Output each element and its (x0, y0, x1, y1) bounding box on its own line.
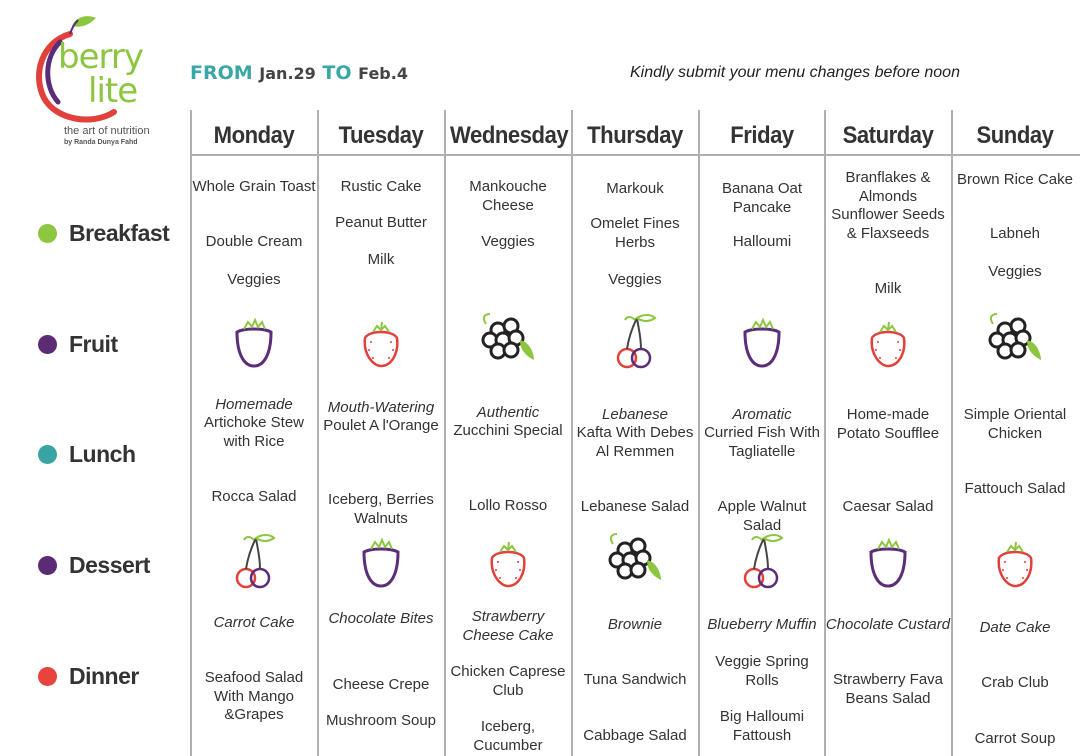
dinner-item-wednesday: Chicken Caprese Club (450, 663, 566, 699)
grapes-icon (985, 310, 1045, 374)
meal-dot-icon (38, 556, 57, 575)
plum-icon (351, 530, 411, 594)
lunch-side-tuesday: Iceberg, Berries Walnuts (328, 491, 434, 527)
breakfast-item-monday: Whole Grain Toast (192, 178, 316, 195)
lunch-side-thursday: Lebanese Salad (580, 498, 690, 515)
dessert-item-thursday: Brownie (607, 616, 663, 633)
lunch-side-friday: Apple Walnut Salad (717, 498, 807, 534)
strawberry-icon (858, 310, 918, 374)
breakfast-item-saturday: Branflakes & Almonds Sunflower Seeds & Flaxseeds (831, 169, 945, 242)
meal-row-lunch (38, 440, 136, 468)
meal-dot-icon (38, 445, 57, 464)
meal-row-dessert (38, 551, 150, 579)
breakfast-item-sunday: Brown Rice Cake (957, 171, 1073, 188)
breakfast-item-thursday: Omelet Fines Herbs (590, 215, 680, 251)
date-range (190, 62, 408, 84)
meal-dot-icon (38, 667, 57, 686)
breakfast-item-tuesday: Rustic Cake (340, 178, 422, 195)
logo-word-berry: berry (58, 37, 143, 77)
breakfast-item-wednesday: Mankouche Cheese (469, 178, 547, 214)
byline: by Randa Dunya Fahd (64, 139, 138, 146)
meal-label: Breakfast (69, 219, 170, 246)
dessert-item-sunday: Date Cake (979, 619, 1051, 636)
dinner-item-thursday: Tuna Sandwich (583, 671, 687, 688)
meal-label: Lunch (69, 440, 136, 467)
lunch-main-sunday: Simple Oriental Chicken (963, 406, 1067, 442)
lunch-descriptor-thursday: Lebanese (602, 406, 668, 423)
plum-icon (732, 310, 792, 374)
day-header-wednesday: Wednesday (450, 122, 569, 149)
dinner-item-monday: Seafood Salad With Mango &Grapes (204, 669, 304, 723)
lunch-main-saturday: Home-made Potato Soufflee (836, 406, 940, 442)
breakfast-item-friday: Halloumi (732, 233, 792, 250)
breakfast-item-tuesday: Peanut Butter (335, 214, 427, 231)
dinner-item-friday: Veggie Spring Rolls (715, 653, 809, 689)
from-date: Jan.29 (259, 64, 316, 83)
dinner-item-tuesday: Mushroom Soup (325, 712, 437, 729)
meal-row-dinner (38, 662, 139, 690)
day-header-monday: Monday (213, 122, 295, 149)
lunch-main-tuesday: Poulet A l'Orange (323, 417, 439, 434)
to-label: TO (322, 62, 352, 84)
strawberry-icon (478, 530, 538, 594)
dinner-item-friday: Big Halloumi Fattoush (719, 708, 805, 744)
breakfast-item-friday: Banana Oat Pancake (721, 180, 803, 216)
breakfast-item-monday: Double Cream (205, 233, 303, 250)
dessert-item-wednesday: Strawberry Cheese Cake (462, 608, 554, 644)
breakfast-item-wednesday: Veggies (481, 233, 535, 250)
header-divider (190, 154, 1080, 156)
grapes-icon (605, 530, 665, 594)
meal-label: Dinner (69, 662, 139, 689)
lunch-side-wednesday: Lollo Rosso (468, 497, 548, 514)
lunch-side-sunday: Fattouch Salad (964, 480, 1066, 497)
logo-word-lite: lite (88, 71, 138, 111)
cherry-icon (605, 310, 665, 374)
dessert-item-tuesday: Chocolate Bites (328, 610, 434, 627)
breakfast-item-monday: Veggies (227, 271, 281, 288)
tagline: the art of nutrition (64, 125, 150, 137)
lunch-descriptor-wednesday: Authentic (476, 404, 540, 421)
breakfast-item-thursday: Veggies (608, 271, 662, 288)
strawberry-icon (351, 310, 411, 374)
dessert-item-saturday: Chocolate Custard (825, 616, 951, 633)
meal-label: Dessert (69, 551, 150, 578)
plum-icon (224, 310, 284, 374)
dinner-item-saturday: Strawberry Fava Beans Salad (832, 671, 944, 707)
breakfast-item-saturday: Milk (874, 280, 902, 297)
submission-notice: Kindly submit your menu changes before noon (630, 64, 960, 81)
meal-dot-icon (38, 224, 57, 243)
lunch-main-thursday: Kafta With Debes Al Remmen (576, 424, 694, 460)
dessert-item-friday: Blueberry Muffin (707, 616, 817, 633)
strawberry-icon (985, 530, 1045, 594)
meal-dot-icon (38, 335, 57, 354)
grapes-icon (478, 310, 538, 374)
lunch-main-wednesday: Zucchini Special (453, 422, 563, 439)
lunch-side-saturday: Caesar Salad (842, 498, 934, 515)
dinner-item-sunday: Crab Club (981, 674, 1049, 691)
breakfast-item-thursday: Markouk (606, 180, 664, 197)
lunch-main-friday: Curried Fish With Tagliatelle (704, 424, 820, 460)
day-header-saturday: Saturday (842, 122, 934, 149)
meal-label: Fruit (69, 330, 118, 357)
breakfast-item-tuesday: Milk (367, 251, 395, 268)
cherry-icon (224, 530, 284, 594)
lunch-main-monday: Artichoke Stew with Rice (203, 414, 305, 450)
meal-row-breakfast (38, 219, 169, 247)
cherry-icon (732, 530, 792, 594)
lunch-descriptor-tuesday: Mouth-Watering (327, 399, 435, 416)
dinner-item-tuesday: Cheese Crepe (332, 676, 430, 693)
meal-row-fruit (38, 330, 118, 358)
dinner-item-wednesday: Iceberg, Cucumber (473, 718, 543, 754)
plum-icon (858, 530, 918, 594)
dessert-item-monday: Carrot Cake (213, 614, 295, 631)
day-header-thursday: Thursday (587, 122, 683, 149)
lunch-descriptor-friday: Aromatic (732, 406, 792, 423)
to-date: Feb.4 (358, 64, 408, 83)
breakfast-item-sunday: Veggies (988, 263, 1042, 280)
day-header-sunday: Sunday (976, 122, 1054, 149)
breakfast-item-sunday: Labneh (989, 225, 1041, 242)
day-header-tuesday: Tuesday (338, 122, 424, 149)
dinner-item-sunday: Carrot Soup (974, 730, 1056, 747)
from-label: FROM (190, 62, 253, 84)
day-header-friday: Friday (730, 122, 794, 149)
lunch-descriptor-monday: Homemade (215, 396, 293, 413)
lunch-side-monday: Rocca Salad (211, 488, 297, 505)
dinner-item-thursday: Cabbage Salad (583, 727, 687, 744)
